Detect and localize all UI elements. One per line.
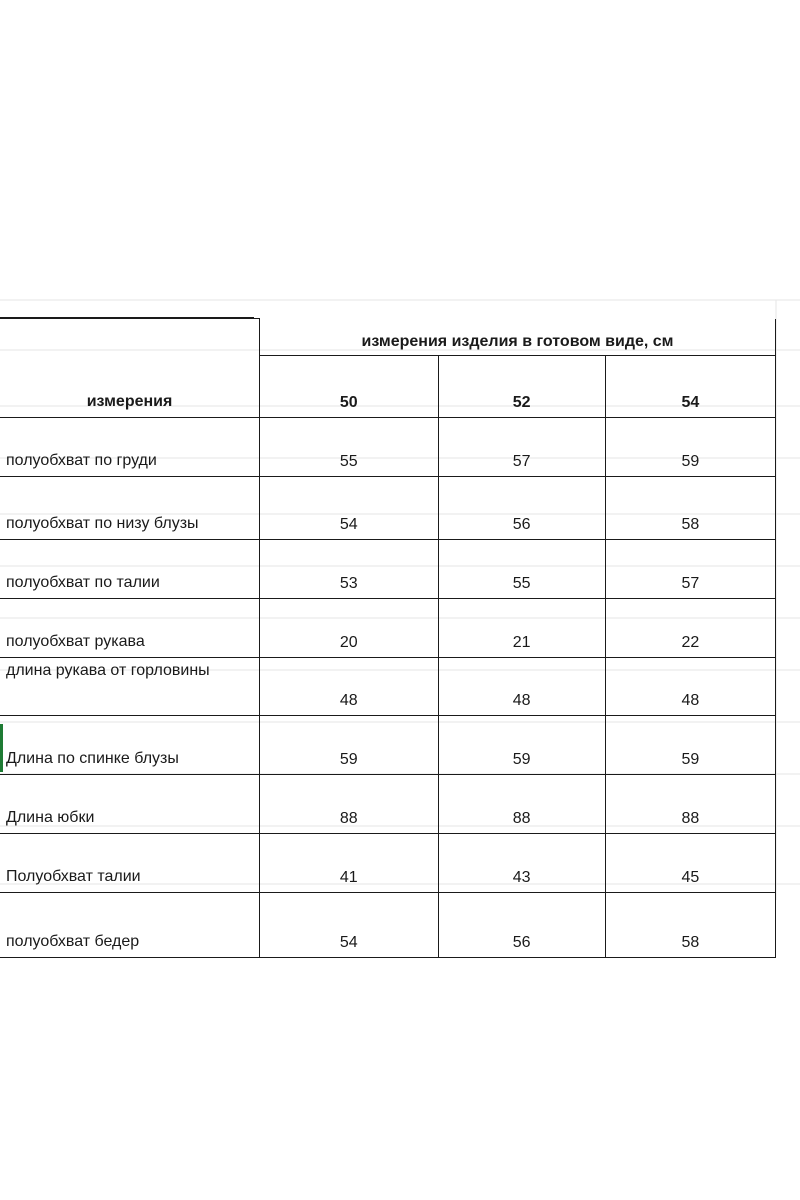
measurement-value[interactable]: 22 — [605, 598, 775, 657]
group-header-row — [0, 319, 776, 356]
measurement-value[interactable]: 59 — [260, 715, 438, 774]
measurement-label[interactable]: полуобхват по низу блузы — [0, 476, 260, 539]
measurement-value[interactable]: 88 — [260, 774, 438, 833]
measurement-value[interactable]: 45 — [605, 833, 775, 892]
active-row-indicator — [0, 724, 3, 772]
table-row — [0, 892, 776, 957]
size-header[interactable]: 50 — [260, 355, 438, 417]
measurement-value[interactable]: 53 — [260, 539, 438, 598]
table-row — [0, 774, 776, 833]
table-row — [0, 657, 776, 715]
size-chart-table — [0, 318, 776, 958]
measurement-value[interactable]: 58 — [605, 892, 775, 957]
measurement-value[interactable]: 48 — [605, 657, 775, 715]
table-row — [0, 598, 776, 657]
measurement-value[interactable]: 88 — [438, 774, 605, 833]
measurement-value[interactable]: 41 — [260, 833, 438, 892]
table-row — [0, 476, 776, 539]
table-row — [0, 715, 776, 774]
measurement-value[interactable]: 59 — [438, 715, 605, 774]
measurement-value[interactable]: 88 — [605, 774, 775, 833]
measurement-label[interactable]: полуобхват по груди — [0, 417, 260, 476]
measurement-value[interactable]: 55 — [438, 539, 605, 598]
group-header[interactable]: измерения изделия в готовом виде, см — [260, 319, 776, 356]
measurement-value[interactable]: 48 — [438, 657, 605, 715]
measurement-label[interactable]: Длина юбки — [0, 774, 260, 833]
measurement-value[interactable]: 20 — [260, 598, 438, 657]
size-header[interactable]: 54 — [605, 355, 775, 417]
measurement-value[interactable]: 59 — [605, 417, 775, 476]
measurement-value[interactable]: 54 — [260, 476, 438, 539]
measurement-value[interactable]: 21 — [438, 598, 605, 657]
measurement-label[interactable]: Полуобхват талии — [0, 833, 260, 892]
table-row — [0, 539, 776, 598]
measurement-value[interactable]: 57 — [438, 417, 605, 476]
measurement-value[interactable]: 43 — [438, 833, 605, 892]
measurement-value[interactable]: 57 — [605, 539, 775, 598]
table-row — [0, 417, 776, 476]
measurement-label[interactable]: полуобхват бедер — [0, 892, 260, 957]
measurement-label[interactable]: полуобхват рукава — [0, 598, 260, 657]
measurement-value[interactable]: 48 — [260, 657, 438, 715]
table-row — [0, 833, 776, 892]
measurement-label[interactable]: полуобхват по талии — [0, 539, 260, 598]
measurement-value[interactable]: 54 — [260, 892, 438, 957]
measurement-value[interactable]: 58 — [605, 476, 775, 539]
size-header[interactable]: 52 — [438, 355, 605, 417]
measurement-value[interactable]: 59 — [605, 715, 775, 774]
measurement-label[interactable]: длина рукава от горловины — [0, 657, 260, 715]
measurement-value[interactable]: 55 — [260, 417, 438, 476]
label-column-header[interactable]: измерения — [0, 319, 260, 418]
measurement-value[interactable]: 56 — [438, 476, 605, 539]
measurement-value[interactable]: 56 — [438, 892, 605, 957]
measurement-label[interactable]: Длина по спинке блузы — [0, 715, 260, 774]
